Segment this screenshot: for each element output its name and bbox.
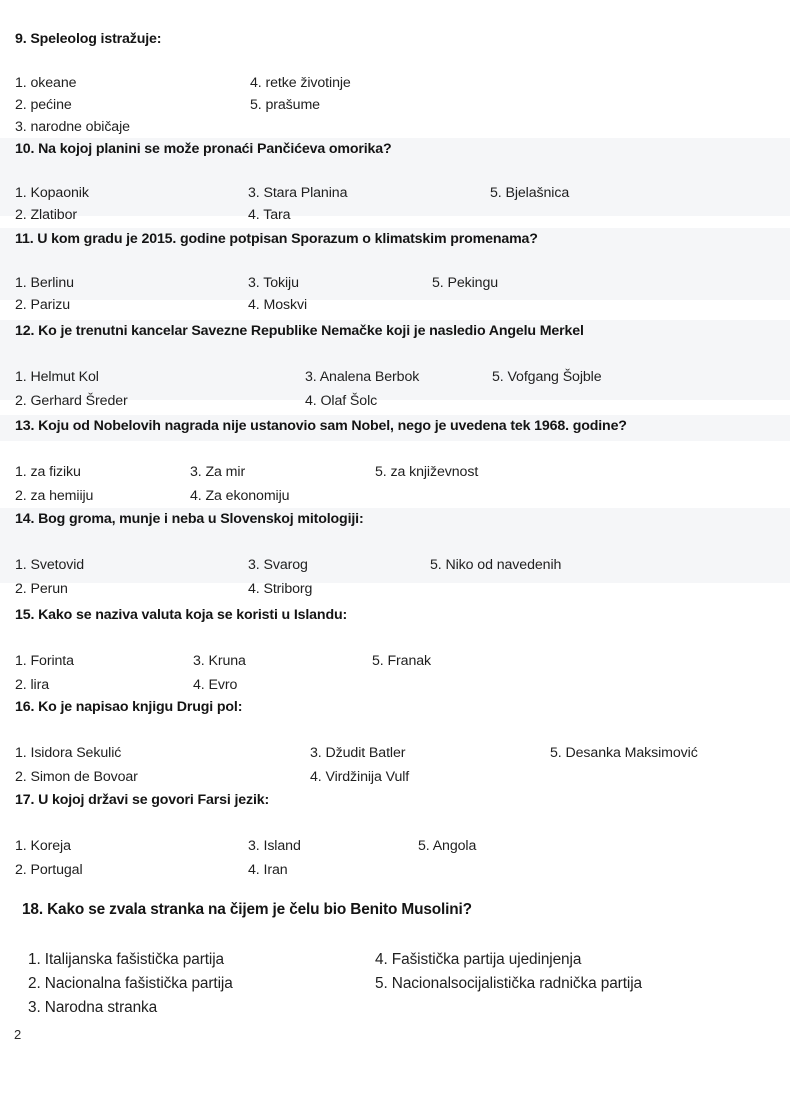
question-title: 16. Ko je napisao knjigu Drugi pol: (15, 699, 243, 715)
question-block-10 (0, 138, 790, 223)
answer-option[interactable]: 3. Tokiju (248, 275, 299, 291)
answer-option[interactable]: 1. Isidora Sekulić (15, 745, 122, 761)
question-block-18 (0, 898, 790, 1016)
question-title: 13. Koju od Nobelovih nagrada nije ustanovio sam Nobel, nego je uvedena tek 1968. godine? (15, 418, 627, 434)
answer-option[interactable]: 1. Berlinu (15, 275, 74, 291)
answer-option[interactable]: 2. lira (15, 677, 49, 693)
answer-option[interactable]: 5. Nacionalsocijalistička radnička partija (375, 975, 642, 992)
question-title: 17. U kojoj državi se govori Farsi jezik: (15, 792, 270, 808)
answer-option[interactable]: 1. Helmut Kol (15, 369, 99, 385)
answer-option[interactable]: 3. narodne običaje (15, 119, 130, 135)
answer-option[interactable]: 3. Island (248, 838, 301, 854)
answer-option[interactable]: 5. Niko od navedenih (430, 557, 562, 573)
answer-option[interactable]: 1. Kopaonik (15, 185, 89, 201)
answer-option[interactable]: 3. Džudit Batler (310, 745, 406, 761)
question-title: 11. U kom gradu je 2015. godine potpisan Sporazum o klimatskim promenama? (15, 231, 538, 247)
page-number: 2 (14, 1027, 22, 1042)
question-block-17 (0, 789, 790, 878)
answer-option[interactable]: 2. za hemiiju (15, 488, 94, 504)
answer-option[interactable]: 2. Zlatibor (15, 207, 77, 223)
question-block-14 (0, 508, 790, 597)
answer-option[interactable]: 2. Portugal (15, 862, 83, 878)
answer-option[interactable]: 5. Angola (418, 838, 477, 854)
question-title: 15. Kako se naziva valuta koja se koristi u Islandu: (15, 607, 348, 623)
answer-option[interactable]: 2. Simon de Bovoar (15, 769, 138, 785)
question-block-16 (0, 696, 790, 785)
answer-option[interactable]: 4. Evro (193, 677, 238, 693)
answer-option[interactable]: 1. za fiziku (15, 464, 81, 480)
answer-option[interactable]: 4. Moskvi (248, 297, 308, 313)
question-title: 10. Na kojoj planini se može pronaći Pančićeva omorika? (15, 141, 392, 157)
answer-option[interactable]: 5. Vofgang Šojble (492, 369, 602, 385)
question-title: 12. Ko je trenutni kancelar Savezne Republike Nemačke koji je nasledio Angelu Merkel (15, 323, 584, 339)
answer-option[interactable]: 5. Bjelašnica (490, 185, 570, 201)
answer-option[interactable]: 4. Striborg (248, 581, 313, 597)
answer-option[interactable]: 3. Kruna (193, 653, 246, 669)
answer-option[interactable]: 1. Svetovid (15, 557, 85, 573)
answer-option[interactable]: 4. Virdžinija Vulf (310, 769, 410, 785)
answer-option[interactable]: 3. Za mir (190, 464, 246, 480)
answer-option[interactable]: 1. Forinta (15, 653, 74, 669)
question-title: 14. Bog groma, munje i neba u Slovenskoj mitologiji: (15, 511, 364, 527)
answer-option[interactable]: 1. Italijanska fašistička partija (28, 951, 225, 968)
answer-option[interactable]: 5. prašume (250, 97, 320, 113)
answer-option[interactable]: 4. Za ekonomiju (190, 488, 290, 504)
answer-option[interactable]: 1. Koreja (15, 838, 71, 854)
question-title: 18. Kako se zvala stranka na čijem je čelu bio Benito Musolini? (22, 901, 472, 918)
question-block-13 (0, 415, 790, 504)
answer-option[interactable]: 2. Perun (15, 581, 68, 597)
answer-option[interactable]: 4. Tara (248, 207, 291, 223)
question-block-15 (0, 604, 790, 693)
answer-option[interactable]: 3. Svarog (248, 557, 308, 573)
answer-option[interactable]: 3. Narodna stranka (28, 999, 158, 1016)
answer-option[interactable]: 5. Desanka Maksimović (550, 745, 698, 761)
question-block-11 (0, 228, 790, 313)
answer-option[interactable]: 3. Analena Berbok (305, 369, 420, 385)
answer-option[interactable]: 5. Pekingu (432, 275, 499, 291)
answer-option[interactable]: 5. Franak (372, 653, 432, 669)
question-block-9 (0, 28, 790, 135)
answer-option[interactable]: 2. Nacionalna fašistička partija (28, 975, 233, 992)
answer-option[interactable]: 4. retke životinje (250, 75, 351, 91)
answer-option[interactable]: 1. okeane (15, 75, 77, 91)
answer-option[interactable]: 4. Iran (248, 862, 288, 878)
answer-option[interactable]: 2. Gerhard Šreder (15, 393, 128, 409)
answer-option[interactable]: 4. Olaf Šolc (305, 393, 378, 409)
answer-option[interactable]: 4. Fašistička partija ujedinjenja (375, 951, 582, 968)
answer-option[interactable]: 2. Parizu (15, 297, 71, 313)
answer-option[interactable]: 5. za književnost (375, 464, 479, 480)
question-title: 9. Speleolog istražuje: (15, 31, 162, 47)
answer-option[interactable]: 3. Stara Planina (248, 185, 348, 201)
question-block-12 (0, 320, 790, 409)
answer-option[interactable]: 2. pećine (15, 97, 72, 113)
